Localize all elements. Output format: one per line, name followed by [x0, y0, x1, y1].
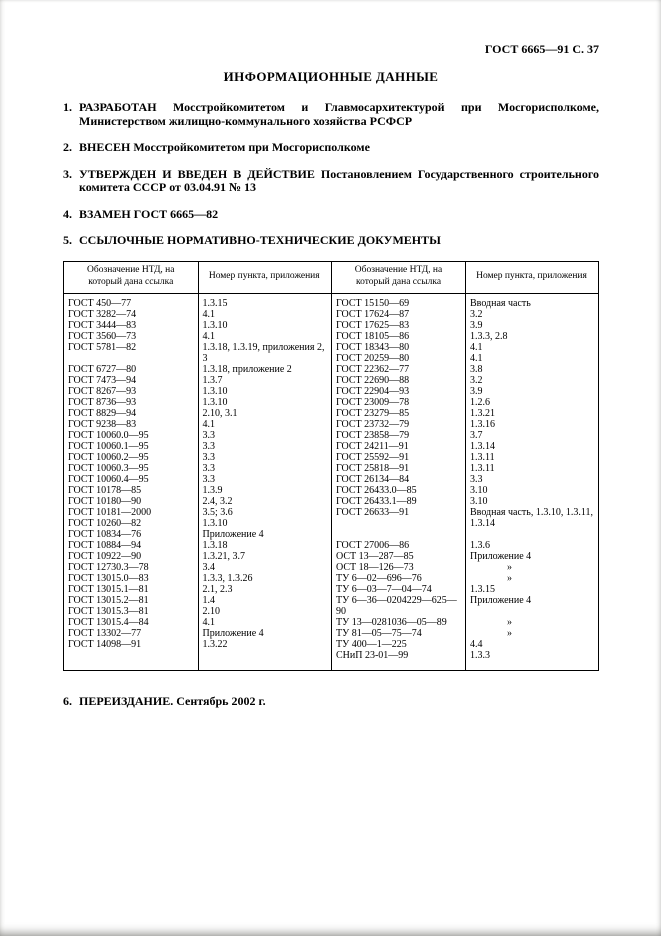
clause-reference: 3.3: [202, 429, 215, 441]
ntd-designation: ГОСТ 18105—86: [336, 330, 410, 342]
table-row: [332, 584, 598, 595]
table-row: [64, 606, 331, 617]
clause-reference: 3.2: [470, 374, 483, 386]
clause-reference: Вводная часть: [470, 297, 531, 309]
clause-reference: 1.3.3, 1.3.26: [202, 572, 253, 584]
ntd-designation: ГОСТ 10060.4—95: [68, 473, 149, 485]
ntd-designation: [332, 529, 465, 540]
table-row: [64, 507, 331, 518]
ntd-designation: ТУ 81—05—75—74: [336, 627, 422, 639]
clause-reference: 1.3.10: [202, 319, 228, 331]
clause-reference: 2.10: [202, 605, 220, 617]
clause-reference: 4.1: [202, 330, 215, 342]
clause-reference: 1.4: [202, 594, 215, 606]
item-number: 5.: [63, 233, 72, 247]
ntd-designation: ГОСТ 22904—93: [336, 385, 410, 397]
table-body-left: [64, 294, 331, 659]
ntd-designation: ГОСТ 450—77: [68, 297, 132, 309]
item-text: ССЫЛОЧНЫЕ НОРМАТИВНО-ТЕХНИЧЕСКИЕ ДОКУМЕНТЫ: [79, 233, 441, 247]
table-row: [64, 386, 331, 397]
item-number: 1.: [63, 100, 72, 114]
table-row: [332, 364, 598, 375]
table-row: [64, 364, 331, 375]
table-row: [64, 452, 331, 463]
clause-reference: 1.3.6: [470, 539, 490, 551]
clause-reference: 1.3.3: [470, 649, 490, 661]
clause-reference: 4.1: [202, 616, 215, 628]
clause-reference: Приложение 4: [470, 550, 532, 562]
table-row: [64, 419, 331, 430]
table-row: [64, 342, 331, 364]
table-row: [332, 529, 598, 540]
ntd-designation: ГОСТ 7473—94: [68, 374, 137, 386]
clause-reference: 2.4, 3.2: [202, 495, 233, 507]
ntd-designation: ГОСТ 26433.1—89: [336, 495, 417, 507]
clause-reference: 3.3: [470, 473, 483, 485]
table-row: [64, 320, 331, 331]
clause-reference: 1.3.21: [470, 407, 495, 419]
clause-reference: 3.3: [202, 451, 215, 463]
ntd-designation: ГОСТ 13302—77: [68, 627, 142, 639]
ntd-designation: ГОСТ 10260—82: [68, 517, 142, 529]
clause-reference: 1.3.3, 2.8: [470, 330, 508, 342]
ntd-designation: ГОСТ 25818—91: [336, 462, 410, 474]
table-row: [64, 397, 331, 408]
ntd-designation: ГОСТ 10060.0—95: [68, 429, 149, 441]
table-row: [64, 408, 331, 419]
table-row: [64, 562, 331, 573]
table-row: [332, 628, 598, 639]
clause-reference: Приложение 4: [202, 627, 264, 639]
table-row: [64, 331, 331, 342]
clause-reference: 4.1: [202, 418, 215, 430]
clause-reference: 4.1: [202, 308, 215, 320]
ntd-designation: ГОСТ 10922—90: [68, 550, 142, 562]
table-row: [64, 463, 331, 474]
ntd-designation: ГОСТ 10884—94: [68, 539, 142, 551]
table-row: [64, 595, 331, 606]
item-text: УТВЕРЖДЕН И ВВЕДЕН В ДЕЙСТВИЕ Постановлением Государственного строительного комитета СССР от 03.04.91 № 13: [79, 166, 599, 194]
table-row: [332, 430, 598, 441]
ntd-designation: ГОСТ 3444—83: [68, 319, 137, 331]
ntd-designation: ГОСТ 8267—93: [68, 385, 137, 397]
table-row: [64, 628, 331, 639]
list-item-2: [63, 141, 599, 155]
list-item-6: [63, 695, 599, 709]
ntd-designation: ГОСТ 13015.1—81: [68, 583, 149, 595]
table-row: [332, 595, 598, 617]
ntd-designation: ГОСТ 25592—91: [336, 451, 410, 463]
info-items: [63, 101, 599, 248]
column-header-designation-right: Обозначение НТД, на который дана ссылка: [354, 265, 443, 287]
table-row: [64, 573, 331, 584]
clause-reference: »: [507, 561, 512, 573]
ntd-designation: ТУ 6—02—696—76: [336, 572, 422, 584]
table-header-left: [64, 262, 331, 294]
table-row: [332, 320, 598, 331]
table-row: [332, 485, 598, 496]
clause-reference: 1.3.18: [202, 539, 228, 551]
clause-reference: 3.5; 3.6: [202, 506, 233, 518]
table-row: [332, 375, 598, 386]
ntd-designation: ГОСТ 6727—80: [68, 363, 137, 375]
table-row: [332, 650, 598, 661]
clause-reference: 1.3.14: [470, 440, 495, 452]
ntd-designation: ГОСТ 17625—83: [336, 319, 410, 331]
ntd-designation: ГОСТ 10178—85: [68, 484, 142, 496]
table-row: [332, 551, 598, 562]
table-row: [64, 441, 331, 452]
ntd-designation: ТУ 13—0281036—05—89: [336, 616, 447, 628]
ntd-designation: ГОСТ 10060.2—95: [68, 451, 149, 463]
table-row: [64, 474, 331, 485]
table-row: [64, 529, 331, 540]
clause-reference: [465, 529, 598, 540]
table-row: [332, 441, 598, 452]
ntd-designation: ГОСТ 20259—80: [336, 352, 410, 364]
table-row: [64, 617, 331, 628]
table-row: [332, 617, 598, 628]
page-title: ИНФОРМАЦИОННЫЕ ДАННЫЕ: [223, 69, 439, 84]
clause-reference: 3.2: [470, 308, 483, 320]
table-row: [332, 342, 598, 353]
item-text: РАЗРАБОТАН Мосстройкомитетом и Главмосархитектурой при Мосгорисполкоме, Министерством жилищно-коммунального хозяйства РСФСР: [79, 100, 599, 128]
table-header-right: [332, 262, 598, 294]
ntd-designation: ТУ 6—36—0204229—625—90: [336, 594, 457, 617]
clause-reference: 1.3.16: [470, 418, 495, 430]
table-row: [332, 562, 598, 573]
ntd-designation: СНиП 23-01—99: [336, 649, 409, 661]
clause-reference: 4.4: [470, 638, 483, 650]
ntd-designation: ГОСТ 27006—86: [336, 539, 410, 551]
table-row: [64, 298, 331, 309]
clause-reference: 1.3.11: [470, 462, 495, 474]
clause-reference: 3.10: [470, 495, 488, 507]
clause-reference: »: [507, 627, 512, 639]
ntd-designation: ГОСТ 10060.1—95: [68, 440, 149, 452]
column-header-clause-left: Номер пункта, приложения: [208, 271, 320, 282]
clause-reference: »: [507, 572, 512, 584]
table-row: [332, 309, 598, 320]
table-row: [332, 639, 598, 650]
table-row: [64, 375, 331, 386]
ntd-designation: ГОСТ 10180—90: [68, 495, 142, 507]
clause-reference: 1.3.15: [202, 297, 228, 309]
ntd-designation: ГОСТ 10181—2000: [68, 506, 152, 518]
ntd-designation: ГОСТ 8829—94: [68, 407, 137, 419]
ntd-designation: ГОСТ 22690—88: [336, 374, 410, 386]
ntd-designation: ОСТ 18—126—73: [336, 561, 414, 573]
table-row: [332, 397, 598, 408]
table-row: [332, 408, 598, 419]
list-item-5: [63, 234, 599, 248]
clause-reference: 3.9: [470, 319, 483, 331]
ntd-designation: ГОСТ 12730.3—78: [68, 561, 149, 573]
clause-reference: 4.1: [470, 352, 483, 364]
ntd-designation: ГОСТ 23858—79: [336, 429, 410, 441]
column-header-designation-left: Обозначение НТД, на который дана ссылка: [87, 265, 175, 287]
clause-reference: 1.3.7: [202, 374, 223, 386]
ntd-designation: ГОСТ 3560—73: [68, 330, 137, 342]
ntd-designation: ГОСТ 10834—76: [68, 528, 142, 540]
ntd-designation: ГОСТ 10060.3—95: [68, 462, 149, 474]
ntd-designation: ГОСТ 17624—87: [336, 308, 410, 320]
clause-reference: 3.3: [202, 462, 215, 474]
reference-table: [63, 261, 599, 671]
table-row: [332, 452, 598, 463]
item-text: ВНЕСЕН Мосстройкомитетом при Мосгорисполкоме: [79, 140, 370, 154]
item-number: 4.: [63, 206, 72, 221]
clause-reference: 2.10, 3.1: [202, 407, 238, 419]
list-item-4: [63, 208, 599, 222]
clause-reference: 1.3.10: [202, 396, 228, 408]
clause-reference: Вводная часть, 1.3.10, 1.3.11, 1.3.14: [470, 506, 593, 529]
table-row: [64, 496, 331, 507]
table-left-half: [64, 262, 331, 670]
table-row: [64, 551, 331, 562]
table-row: [332, 331, 598, 342]
clause-reference: 3.4: [202, 561, 215, 573]
clause-reference: Приложение 4: [202, 528, 264, 540]
ntd-designation: ГОСТ 14098—91: [68, 638, 142, 650]
clause-reference: 1.3.9: [202, 484, 223, 496]
ntd-designation: ГОСТ 24211—91: [336, 440, 409, 452]
clause-reference: Приложение 4: [470, 594, 532, 606]
table-right-half: [331, 262, 598, 670]
ntd-designation: ГОСТ 13015.3—81: [68, 605, 149, 617]
ntd-designation: ГОСТ 18343—80: [336, 341, 410, 353]
ntd-designation: ГОСТ 15150—69: [336, 297, 410, 309]
table-row: [64, 584, 331, 595]
ntd-designation: ГОСТ 26134—84: [336, 473, 410, 485]
ntd-designation: ГОСТ 22362—77: [336, 363, 410, 375]
table-row: [64, 518, 331, 529]
ntd-designation: ТУ 400—1—225: [336, 638, 407, 650]
ntd-designation: ГОСТ 9238—83: [68, 418, 137, 430]
clause-reference: 1.3.21, 3.7: [202, 550, 245, 562]
table-row: [64, 639, 331, 650]
ntd-designation: ГОСТ 13015.0—83: [68, 572, 149, 584]
clause-reference: »: [507, 616, 512, 628]
clause-reference: 3.3: [202, 440, 215, 452]
ntd-designation: ГОСТ 23732—79: [336, 418, 410, 430]
clause-reference: 3.9: [470, 385, 483, 397]
item-text: ВЗАМЕН ГОСТ 6665—82: [79, 206, 219, 221]
clause-reference: 2.1, 2.3: [202, 583, 233, 595]
table-row: [332, 463, 598, 474]
list-item-1: [63, 101, 599, 128]
clause-reference: 1.2.6: [470, 396, 490, 408]
clause-reference: 1.3.22: [202, 638, 228, 650]
table-row: [332, 507, 598, 529]
table-row: [332, 419, 598, 430]
column-header-clause-right: Номер пункта, приложения: [476, 271, 587, 282]
table-row: [332, 496, 598, 507]
table-row: [332, 540, 598, 551]
page-header: [63, 42, 599, 56]
clause-reference: 3.8: [470, 363, 483, 375]
clause-reference: 1.3.10: [202, 517, 228, 529]
item-text: ПЕРЕИЗДАНИЕ. Сентябрь 2002 г.: [79, 693, 266, 708]
doc-reference: ГОСТ 6665—91 С. 37: [484, 42, 599, 56]
table-row: [64, 430, 331, 441]
clause-reference: 1.3.18, 1.3.19, приложения 2, 3: [202, 341, 325, 364]
clause-reference: 3.10: [470, 484, 488, 496]
ntd-designation: ГОСТ 23279—85: [336, 407, 410, 419]
table-row: [332, 353, 598, 364]
ntd-designation: ГОСТ 26433.0—85: [336, 484, 417, 496]
ntd-designation: ТУ 6—03—7—04—74: [336, 583, 432, 595]
item-number: 3.: [63, 166, 72, 181]
clause-reference: 1.3.15: [470, 583, 495, 595]
ntd-designation: ГОСТ 23009—78: [336, 396, 410, 408]
table-row: [64, 309, 331, 320]
list-item-3: [63, 168, 599, 195]
table-row: [332, 386, 598, 397]
ntd-designation: ГОСТ 8736—93: [68, 396, 137, 408]
table-row: [64, 485, 331, 496]
table-row: [64, 540, 331, 551]
ntd-designation: ГОСТ 5781—82: [68, 341, 137, 353]
item-number: 6.: [63, 693, 72, 708]
ntd-designation: ГОСТ 3282—74: [68, 308, 137, 320]
clause-reference: 3.7: [470, 429, 483, 441]
table-row: [332, 474, 598, 485]
ntd-designation: ГОСТ 26633—91: [336, 506, 410, 518]
ntd-designation: ГОСТ 13015.2—81: [68, 594, 149, 606]
ntd-designation: ОСТ 13—287—85: [336, 550, 414, 562]
ntd-designation: ГОСТ 13015.4—84: [68, 616, 149, 628]
clause-reference: 1.3.11: [470, 451, 495, 463]
clause-reference: 1.3.10: [202, 385, 228, 397]
table-row: [332, 298, 598, 309]
clause-reference: 4.1: [470, 341, 483, 353]
clause-reference: 3.3: [202, 473, 215, 485]
table-row: [332, 573, 598, 584]
item-number: 2.: [63, 140, 72, 154]
table-body-right: [332, 294, 598, 670]
clause-reference: 1.3.18, приложение 2: [202, 363, 292, 375]
